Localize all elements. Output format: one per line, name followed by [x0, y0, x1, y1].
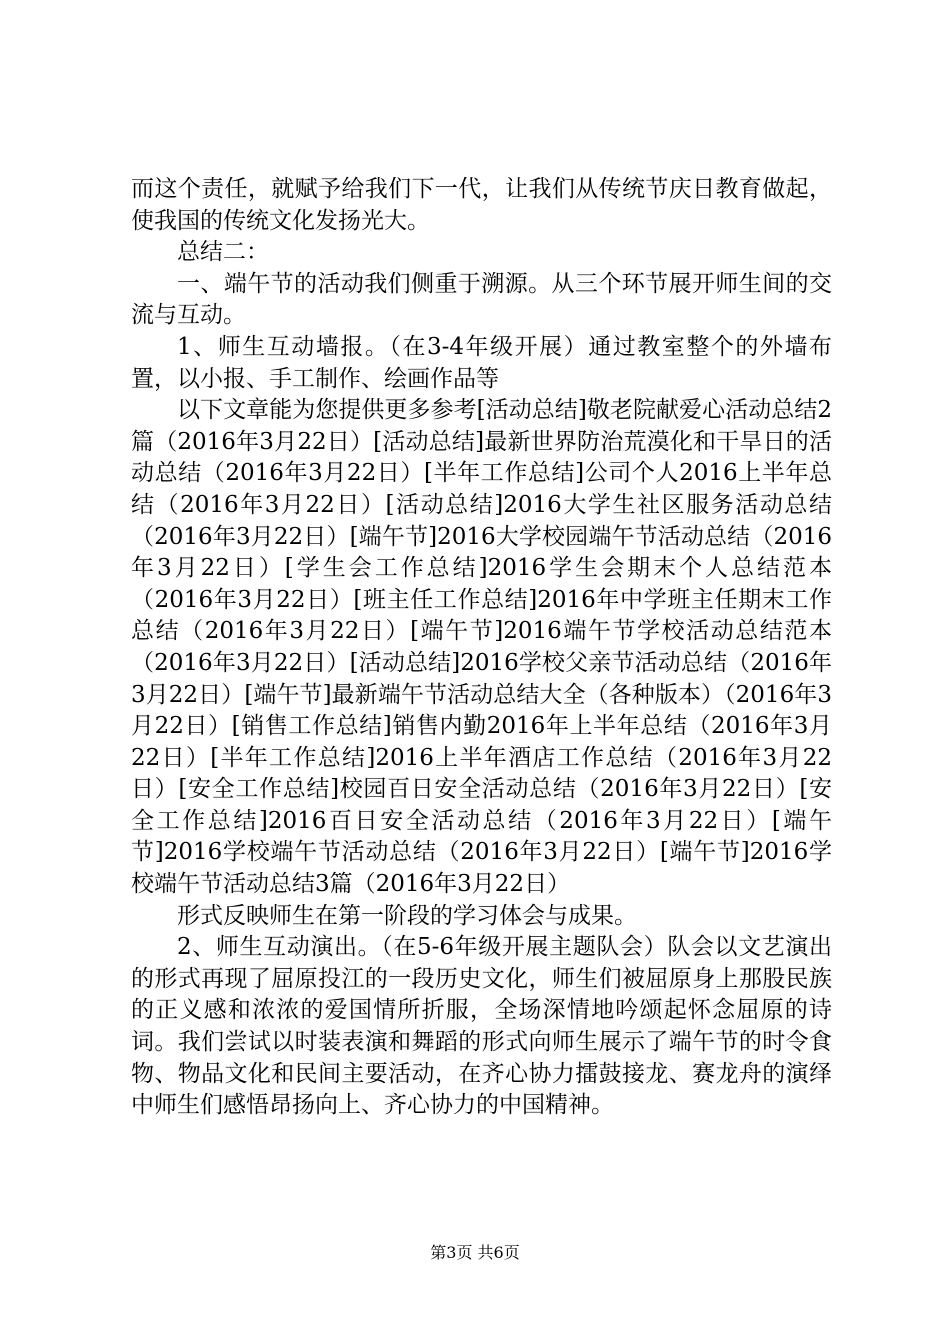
- paragraph-section-one: 一、端午节的活动我们侧重于溯源。从三个环节展开师生间的交流与互动。: [131, 270, 832, 329]
- paragraph-item-one: 1、师生互动墙报。（在3-4年级开展）通过教室整个的外墙布置，以小报、手工制作、绘画作品等: [131, 333, 832, 392]
- paragraph-item-two: 2、师生互动演出。（在5-6年级开展主题队会）队会以文艺演出的形式再现了屈原投江的一段历史文化，师生们被屈原身上那股民族的正义感和浓浓的爱国情所折服，全场深情地吟颂起怀念屈原的诗词。我们尝试以时装表演和舞蹈的形式向师生展示了端午节的时令食物、物品文化和民间主要活动，在齐心协力擂鼓接龙、赛龙舟的演绎中师生们感悟昂扬向上、齐心协力的中国精神。: [131, 934, 832, 1119]
- paragraph-summary-two-heading: 总结二：: [177, 239, 269, 266]
- document-body: [131, 174, 832, 1122]
- page-number-footer: 第3页 共6页: [430, 1243, 520, 1262]
- paragraph-item-one-continued: 形式反映师生在第一阶段的学习体会与成果。: [177, 902, 637, 929]
- paragraph-related-articles: 以下文章能为您提供更多参考[活动总结]敬老院献爱心活动总结2篇（2016年3月22日）[活动总结]最新世界防治荒漠化和干旱日的活动总结（2016年3月22日）[半年工作总结]公司个人2016上半年总结（2016年3月22日）[活动总结]2016大学生社区服务活动总结（2016年3月22日）[端午节]2016大学校园端午节活动总结（2016年3月22日）[学生会工作总结]2016学生会期末个人总结范本（2016年3月22日）[班主任工作总结]2016年中学班主任期末工作总结（2016年3月22日）[端午节]2016端午节学校活动总结范本（2016年3月22日）[活动总结]2016学校父亲节活动总结（2016年3月22日）[端午节]最新端午节活动总结大全（各种版本）（2016年3月22日）[销售工作总结]销售内勤2016年上半年总结（2016年3月22日）[半年工作总结]2016上半年酒店工作总结（2016年3月22日）[安全工作总结]校园百日安全活动总结（2016年3月22日）[安全工作总结]2016百日安全活动总结（2016年3月22日）[端午节]2016学校端午节活动总结（2016年3月22日）[端午节]2016学校端午节活动总结3篇（2016年3月22日）: [131, 397, 832, 898]
- paragraph-closing-sentence: 而这个责任，就赋予给我们下一代，让我们从传统节庆日教育做起，使我国的传统文化发扬光大。: [131, 176, 832, 234]
